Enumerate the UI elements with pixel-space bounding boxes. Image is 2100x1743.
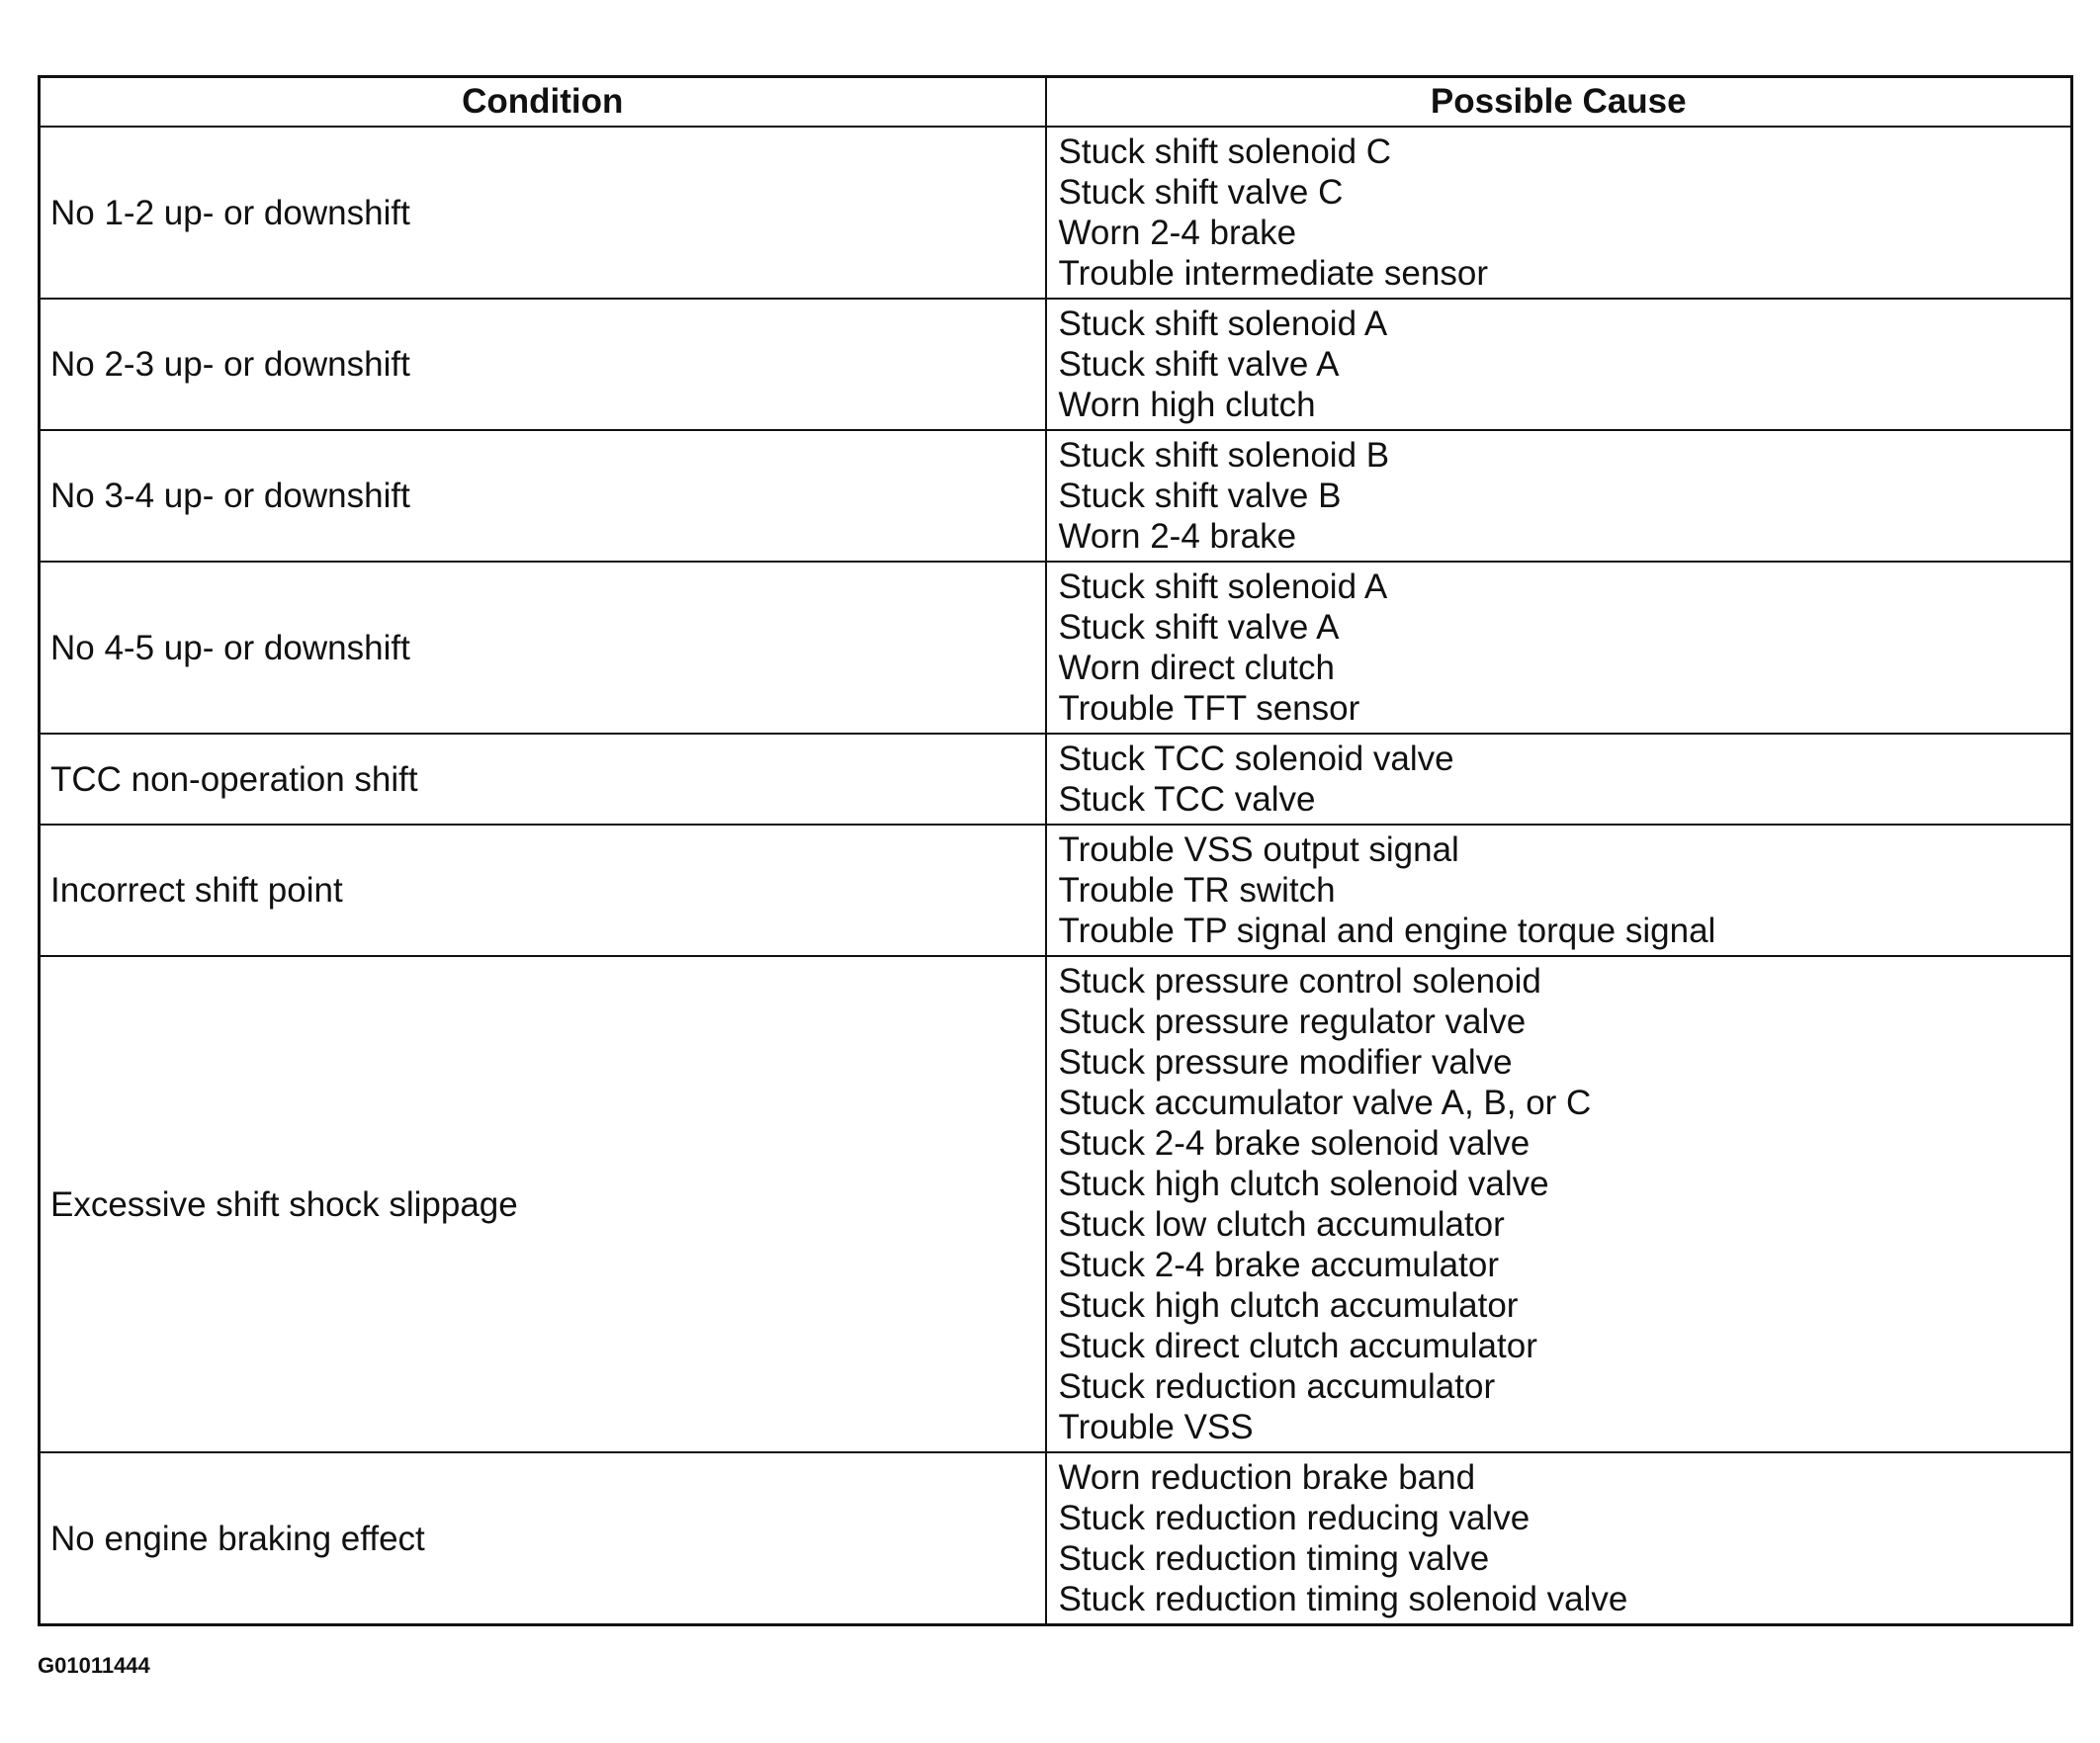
cause-item: Stuck reduction timing solenoid valve	[1058, 1580, 1628, 1618]
possible-cause-header: Possible Cause	[1046, 77, 2072, 128]
cause-item: Worn 2-4 brake	[1058, 517, 1297, 556]
figure-code: G01011444	[38, 1653, 150, 1678]
cause-item: Stuck shift solenoid A	[1058, 567, 1388, 606]
condition-text: No 1-2 up- or downshift	[50, 193, 410, 232]
condition-text: No engine braking effect	[50, 1519, 425, 1558]
table-row	[40, 825, 2072, 956]
cause-item: Stuck TCC valve	[1058, 780, 1316, 819]
cause-item: Trouble TP signal and engine torque signal	[1058, 912, 1716, 950]
condition-cell	[40, 956, 1046, 1452]
cause-item: Worn direct clutch	[1058, 649, 1335, 687]
condition-cell	[40, 299, 1046, 430]
cause-item: Stuck direct clutch accumulator	[1058, 1327, 1537, 1365]
condition-cell	[40, 1452, 1046, 1625]
table-body	[40, 127, 2072, 1625]
condition-cell	[40, 430, 1046, 562]
cause-item: Stuck shift solenoid A	[1058, 305, 1388, 343]
cause-item: Stuck 2-4 brake accumulator	[1058, 1246, 1499, 1284]
cause-item: Trouble VSS output signal	[1058, 830, 1459, 869]
cause-item: Stuck accumulator valve A, B, or C	[1058, 1084, 1592, 1122]
condition-text: Incorrect shift point	[50, 871, 343, 910]
table-row	[40, 127, 2072, 299]
cause-item: Stuck reduction reducing valve	[1058, 1499, 1531, 1537]
possible-cause-cell	[1046, 1452, 2072, 1625]
possible-cause-cell	[1046, 956, 2072, 1452]
condition-text: No 2-3 up- or downshift	[50, 345, 410, 384]
table-row	[40, 299, 2072, 430]
diagnosis-table	[38, 75, 2073, 1626]
condition-cell	[40, 562, 1046, 734]
table-row	[40, 562, 2072, 734]
cause-item: Stuck shift solenoid C	[1058, 132, 1392, 171]
cause-item: Stuck high clutch solenoid valve	[1058, 1165, 1549, 1203]
header-row	[40, 77, 2072, 128]
cause-item: Worn high clutch	[1058, 386, 1316, 424]
cause-item: Stuck shift valve A	[1058, 608, 1340, 647]
cause-item: Stuck TCC solenoid valve	[1058, 740, 1454, 778]
cause-item: Stuck shift valve C	[1058, 173, 1344, 212]
cause-item: Stuck high clutch accumulator	[1058, 1286, 1519, 1325]
table-row	[40, 1452, 2072, 1625]
cause-item: Trouble VSS	[1058, 1408, 1254, 1446]
table-row	[40, 430, 2072, 562]
cause-item: Stuck pressure regulator valve	[1058, 1002, 1527, 1041]
cause-item: Worn 2-4 brake	[1058, 214, 1297, 252]
condition-cell	[40, 127, 1046, 299]
cause-item: Stuck shift valve A	[1058, 345, 1340, 384]
cause-item: Stuck shift solenoid B	[1058, 436, 1390, 475]
cause-item: Stuck pressure modifier valve	[1058, 1043, 1513, 1082]
cause-item: Stuck pressure control solenoid	[1058, 962, 1541, 1001]
possible-cause-cell	[1046, 430, 2072, 562]
cause-item: Trouble intermediate sensor	[1058, 254, 1488, 293]
condition-text: TCC non-operation shift	[50, 759, 418, 799]
possible-cause-cell	[1046, 127, 2072, 299]
possible-cause-cell	[1046, 734, 2072, 825]
condition-cell	[40, 825, 1046, 956]
cause-item: Trouble TR switch	[1058, 871, 1336, 910]
condition-text: Excessive shift shock slippage	[50, 1184, 518, 1224]
cause-item: Worn reduction brake band	[1058, 1458, 1476, 1497]
condition-cell	[40, 734, 1046, 825]
table-row	[40, 734, 2072, 825]
cause-item: Stuck low clutch accumulator	[1058, 1205, 1505, 1244]
condition-text: No 3-4 up- or downshift	[50, 477, 410, 515]
condition-header: Condition	[40, 77, 1046, 128]
possible-cause-cell	[1046, 299, 2072, 430]
cause-item: Stuck shift valve B	[1058, 477, 1342, 515]
condition-text: No 4-5 up- or downshift	[50, 628, 410, 667]
cause-item: Stuck 2-4 brake solenoid valve	[1058, 1124, 1531, 1163]
cause-item: Trouble TFT sensor	[1058, 689, 1360, 728]
cause-item: Stuck reduction accumulator	[1058, 1367, 1496, 1406]
possible-cause-cell	[1046, 825, 2072, 956]
possible-cause-cell	[1046, 562, 2072, 734]
table-row	[40, 956, 2072, 1452]
cause-item: Stuck reduction timing valve	[1058, 1539, 1490, 1578]
